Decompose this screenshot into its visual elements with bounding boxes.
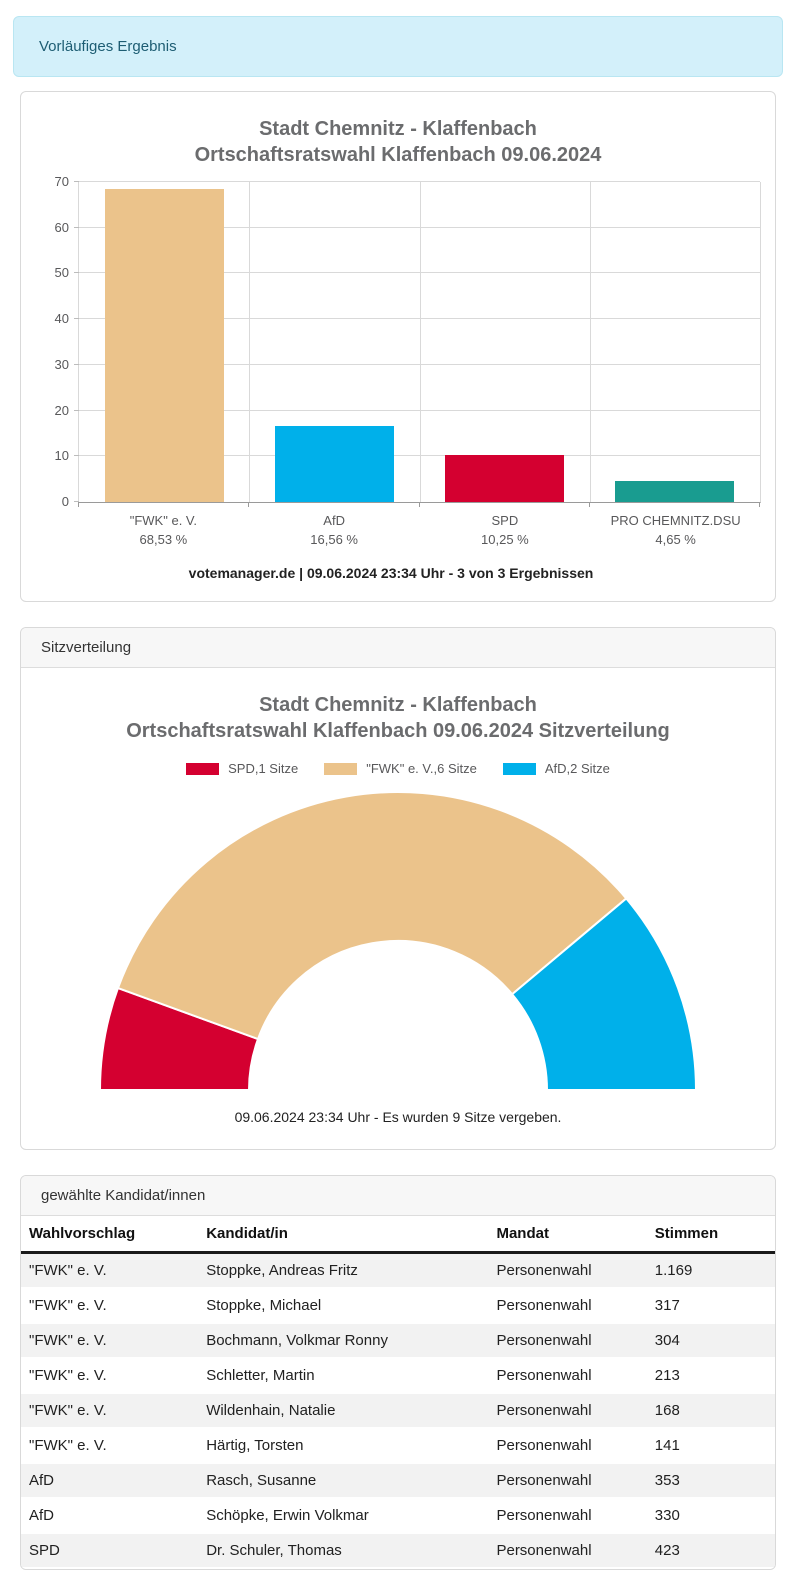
seat-panel-header: Sitzverteilung [21, 628, 775, 668]
table-cell: Bochmann, Volkmar Ronny [198, 1323, 488, 1358]
legend-item [186, 761, 298, 776]
x-axis-category-label [78, 511, 249, 549]
status-alert [13, 16, 783, 77]
x-axis-category-label [590, 511, 761, 549]
table-cell: Personenwahl [488, 1323, 646, 1358]
bar-2 [275, 426, 394, 502]
column-header-wahlvorschlag: Wahlvorschlag [21, 1216, 198, 1253]
table-row [21, 1428, 775, 1463]
x-axis-tick [419, 502, 420, 507]
bar-1 [105, 189, 224, 502]
bar-4 [615, 481, 734, 502]
table-cell: Personenwahl [488, 1428, 646, 1463]
table-cell: 330 [647, 1498, 775, 1533]
table-cell: Personenwahl [488, 1498, 646, 1533]
seat-chart-title-line2: Ortschaftsratswahl Klaffenbach 09.06.2024 Sitzverteilung [126, 720, 670, 742]
y-axis-tick-label: 40 [54, 311, 69, 327]
table-row [21, 1358, 775, 1393]
legend-swatch [186, 763, 219, 775]
table-cell: Rasch, Susanne [198, 1463, 488, 1498]
category-percent: 68,53 % [139, 532, 188, 547]
seat-distribution-panel [20, 627, 776, 1150]
seat-chart-title-line1: Stadt Chemnitz - Klaffenbach [259, 694, 537, 716]
table-cell: Stoppke, Andreas Fritz [198, 1253, 488, 1289]
legend-label: "FWK" e. V.,6 Sitze [366, 761, 477, 776]
legend-label: SPD,1 Sitze [228, 761, 299, 776]
legend-swatch [324, 763, 357, 775]
table-row [21, 1323, 775, 1358]
x-axis-tick [759, 502, 760, 507]
table-cell: "FWK" e. V. [21, 1358, 198, 1393]
table-cell: "FWK" e. V. [21, 1288, 198, 1323]
table-row [21, 1393, 775, 1428]
y-axis-tick-label: 30 [54, 356, 69, 372]
seat-chart-legend [21, 761, 775, 776]
x-axis-tick [78, 502, 79, 507]
bar-3 [445, 455, 564, 502]
column-header-stimmen: Stimmen [647, 1216, 775, 1253]
bar-column [79, 182, 249, 502]
table-row [21, 1463, 775, 1498]
table-row [21, 1533, 775, 1568]
table-cell: Personenwahl [488, 1288, 646, 1323]
table-cell: Personenwahl [488, 1463, 646, 1498]
table-cell: Härtig, Torsten [198, 1428, 488, 1463]
column-header-kandidatin: Kandidat/in [198, 1216, 488, 1253]
legend-item [503, 761, 610, 776]
seat-chart-title [21, 692, 775, 744]
table-cell: 304 [647, 1323, 775, 1358]
table-cell: Personenwahl [488, 1533, 646, 1568]
table-cell: Schöpke, Erwin Volkmar [198, 1498, 488, 1533]
bar-column [420, 182, 590, 502]
result-chart-panel [20, 91, 776, 602]
table-cell: Personenwahl [488, 1393, 646, 1428]
candidates-panel [20, 1175, 776, 1570]
table-cell: "FWK" e. V. [21, 1428, 198, 1463]
category-name: AfD [323, 513, 345, 528]
bar-chart-x-axis [78, 511, 761, 549]
candidates-panel-header: gewählte Kandidat/innen [21, 1176, 775, 1216]
table-cell: "FWK" e. V. [21, 1253, 198, 1289]
table-cell: 168 [647, 1393, 775, 1428]
column-header-mandat: Mandat [488, 1216, 646, 1253]
seat-donut-chart [96, 790, 700, 1092]
x-axis-category-label [249, 511, 420, 549]
bar-chart-footnote: votemanager.de | 09.06.2024 23:34 Uhr - 3 von 3 Ergebnissen [188, 565, 594, 581]
table-cell: 423 [647, 1533, 775, 1568]
y-axis-tick-label: 50 [54, 265, 69, 281]
table-cell: AfD [21, 1498, 198, 1533]
category-percent: 4,65 % [655, 532, 696, 547]
table-cell: Schletter, Martin [198, 1358, 488, 1393]
bar-columns [79, 182, 760, 502]
bar-chart [21, 174, 775, 601]
table-cell: Personenwahl [488, 1358, 646, 1393]
bar-chart-title [21, 116, 775, 168]
category-name: "FWK" e. V. [129, 513, 198, 528]
y-axis-tick-label: 60 [54, 219, 69, 235]
table-cell: 1.169 [647, 1253, 775, 1289]
y-axis-tick-label: 70 [54, 174, 69, 189]
table-cell: "FWK" e. V. [21, 1323, 198, 1358]
x-axis-tick [248, 502, 249, 507]
table-cell: Personenwahl [488, 1253, 646, 1289]
y-axis-tick-label: 10 [54, 448, 69, 464]
legend-item [324, 761, 477, 776]
table-row [21, 1253, 775, 1289]
candidates-table-header-row [21, 1216, 775, 1253]
table-cell: Wildenhain, Natalie [198, 1393, 488, 1428]
x-axis-tick [589, 502, 590, 507]
category-name: SPD [491, 513, 519, 528]
table-row [21, 1498, 775, 1533]
legend-label: AfD,2 Sitze [544, 761, 610, 776]
bar-chart-plot-area [54, 174, 761, 509]
table-cell: 213 [647, 1358, 775, 1393]
bar-column [249, 182, 419, 502]
table-cell: Stoppke, Michael [198, 1288, 488, 1323]
x-axis-category-label [420, 511, 591, 549]
table-row [21, 1288, 775, 1323]
category-percent: 10,25 % [481, 532, 529, 547]
candidates-table [21, 1216, 775, 1569]
category-name: PRO CHEMNITZ.DSU [610, 513, 741, 528]
y-axis-tick-label: 0 [61, 494, 69, 509]
table-cell: AfD [21, 1463, 198, 1498]
seat-donut-svg [96, 790, 700, 1092]
table-cell: SPD [21, 1533, 198, 1568]
table-cell: 141 [647, 1428, 775, 1463]
category-percent: 16,56 % [310, 532, 358, 547]
table-cell: 353 [647, 1463, 775, 1498]
seat-chart-caption: 09.06.2024 23:34 Uhr - Es wurden 9 Sitze vergeben. [234, 1109, 562, 1125]
legend-swatch [503, 763, 536, 775]
table-cell: "FWK" e. V. [21, 1393, 198, 1428]
table-cell: Dr. Schuler, Thomas [198, 1533, 488, 1568]
bar-chart-title-line1: Stadt Chemnitz - Klaffenbach [259, 118, 537, 140]
bar-column [590, 182, 760, 502]
status-alert-text: Vorläufiges Ergebnis [39, 38, 177, 55]
bar-chart-title-line2: Ortschaftsratswahl Klaffenbach 09.06.2024 [194, 144, 602, 166]
y-axis-tick-label: 20 [54, 402, 69, 418]
table-cell: 317 [647, 1288, 775, 1323]
